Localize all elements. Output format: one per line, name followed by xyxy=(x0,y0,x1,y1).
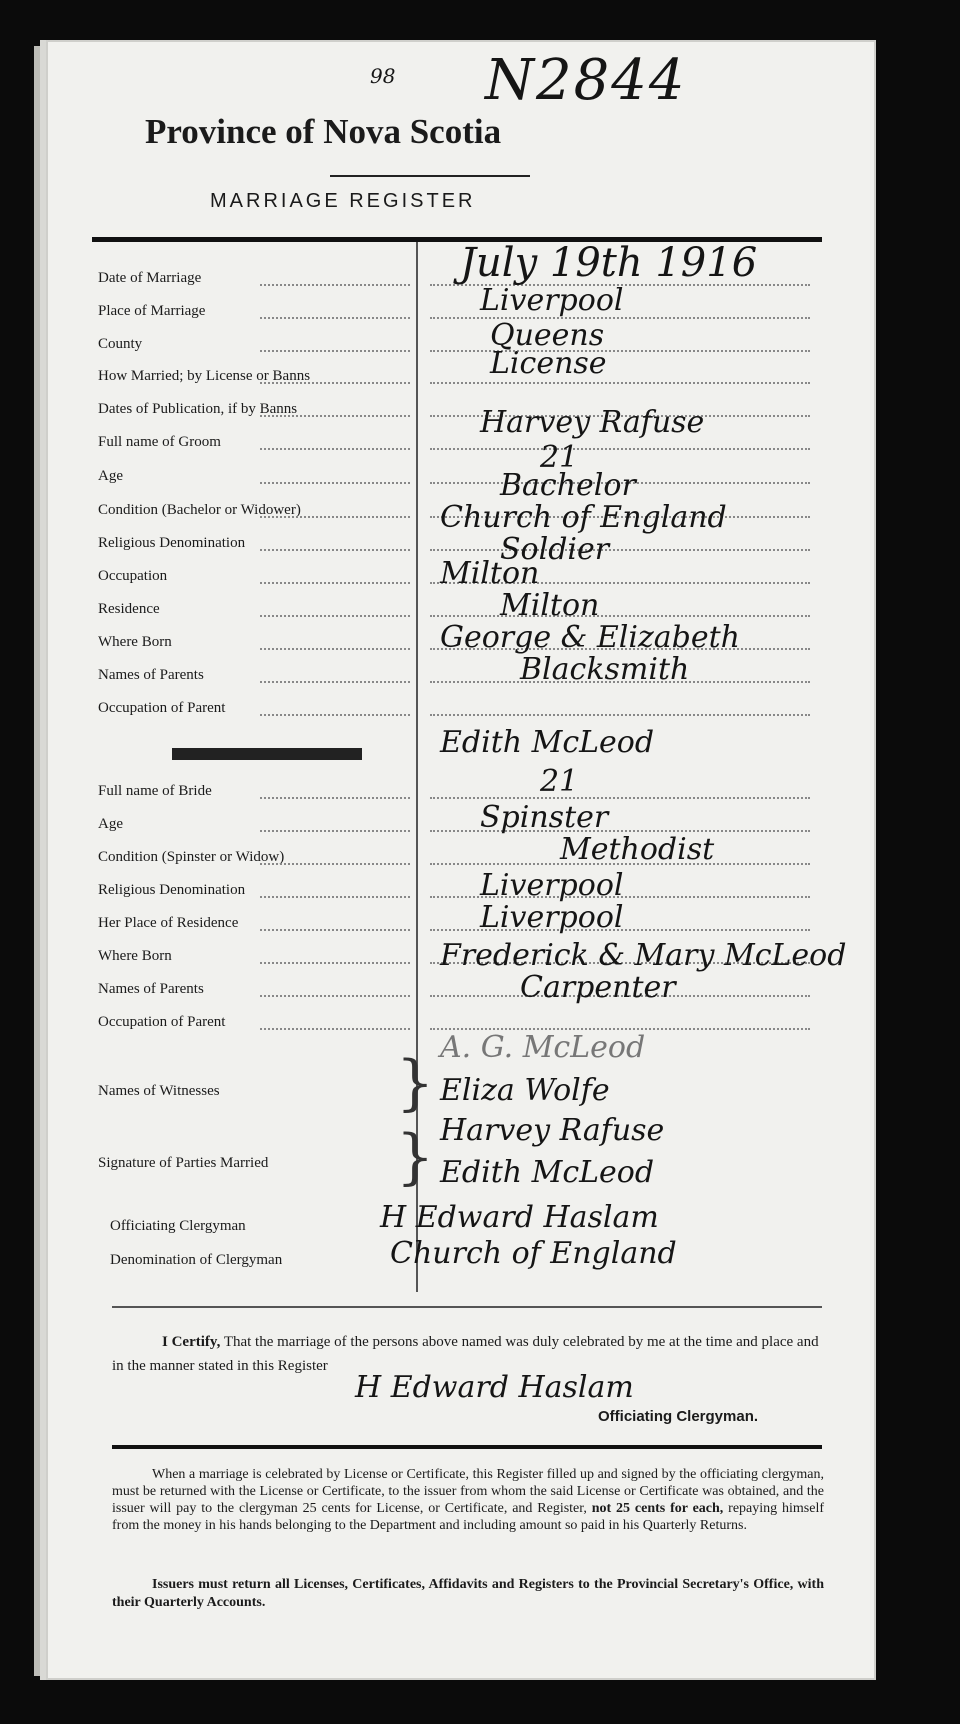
certify-signature: H Edward Haslam xyxy=(355,1370,634,1405)
label-leader-dots xyxy=(260,929,410,931)
witnesses-brace: } xyxy=(396,1048,435,1118)
field-label: Names of Parents xyxy=(98,667,204,683)
field-value: Liverpool xyxy=(480,283,624,318)
field-label: Where Born xyxy=(98,634,172,650)
value-line-dots xyxy=(430,797,810,799)
field-value: Milton xyxy=(500,588,600,623)
field-value: License xyxy=(490,346,607,381)
field-value: Carpenter xyxy=(520,970,676,1005)
witness-2-value: Eliza Wolfe xyxy=(440,1073,610,1108)
notice-text-bold: not 25 cents for each, xyxy=(591,1501,724,1516)
notice-text-a: When a marriage is celebrated by License or Certificate, this Register filled up and signed by the officiating clergyman, must be returned with the License or Certificate, to the issuer from whom the said License or Certificate was obtained, and the issuer will pay to the clergyman 25 cents for License, or Certificate, and Register, xyxy=(112,1467,824,1516)
field-label: Occupation of Parent xyxy=(98,700,226,716)
label-leader-dots xyxy=(260,549,410,551)
label-leader-dots xyxy=(260,830,410,832)
label-leader-dots xyxy=(260,482,410,484)
certificate-number: N2844 xyxy=(485,48,687,113)
field-value: Edith McLeod xyxy=(440,725,655,760)
label-leader-dots xyxy=(260,415,410,417)
field-value: Blacksmith xyxy=(520,652,690,687)
form-title: Province of Nova Scotia xyxy=(145,112,502,151)
label-leader-dots xyxy=(260,714,410,716)
label-leader-dots xyxy=(260,615,410,617)
field-value: Milton xyxy=(440,556,540,591)
stamp-number: 98 xyxy=(370,64,396,88)
field-label: Full name of Groom xyxy=(98,434,221,450)
label-leader-dots xyxy=(260,995,410,997)
clergy-denomination-label: Denomination of Clergyman xyxy=(110,1252,283,1268)
field-label: Full name of Bride xyxy=(98,783,212,799)
field-label: Names of Parents xyxy=(98,981,204,997)
label-leader-dots xyxy=(260,516,410,518)
field-label: Age xyxy=(98,468,123,484)
notice-divider xyxy=(112,1445,822,1449)
field-value: Church of England xyxy=(440,500,727,535)
field-value: Spinster xyxy=(480,800,609,835)
field-label: Place of Marriage xyxy=(98,303,206,319)
field-label: Condition (Spinster or Widow) xyxy=(98,849,285,865)
field-label: Age xyxy=(98,816,123,832)
field-value: George & Elizabeth xyxy=(440,620,740,655)
field-label: Religious Denomination xyxy=(98,882,246,898)
witnesses-label: Names of Witnesses xyxy=(98,1083,220,1099)
value-line-dots xyxy=(430,448,810,450)
label-leader-dots xyxy=(260,962,410,964)
issuers-text: Issuers must return all Licenses, Certificates, Affidavits and Registers to the Provincial Secretary's Office, with their Quarterly Accounts. xyxy=(112,1577,824,1610)
field-value: Methodist xyxy=(560,832,715,867)
witness-1-value: A. G. McLeod xyxy=(440,1030,646,1065)
label-leader-dots xyxy=(260,284,410,286)
field-label: County xyxy=(98,336,143,352)
label-leader-dots xyxy=(260,382,410,384)
field-value: Soldier xyxy=(500,532,610,567)
value-line-dots xyxy=(430,549,810,551)
field-value: Frederick & Mary McLeod xyxy=(440,938,847,973)
field-label: Residence xyxy=(98,601,160,617)
value-line-dots xyxy=(430,615,810,617)
field-value: Bachelor xyxy=(500,468,636,503)
field-label: Religious Denomination xyxy=(98,535,246,551)
value-line-dots xyxy=(430,382,810,384)
certify-lead: I Certify, xyxy=(162,1334,221,1350)
label-leader-dots xyxy=(260,896,410,898)
title-rule xyxy=(330,175,530,177)
field-value: July 19th 1916 xyxy=(460,240,758,286)
field-label: Date of Marriage xyxy=(98,270,202,286)
officiating-clergyman-value: H Edward Haslam xyxy=(380,1200,659,1235)
label-leader-dots xyxy=(260,1028,410,1030)
field-value: Queens xyxy=(490,318,605,353)
officiating-clergyman-label: Officiating Clergyman xyxy=(110,1218,246,1234)
label-leader-dots xyxy=(260,681,410,683)
label-leader-dots xyxy=(260,582,410,584)
clergy-denomination-value: Church of England xyxy=(390,1236,677,1271)
field-label: Her Place of Residence xyxy=(98,915,239,931)
field-value: 21 xyxy=(540,764,579,799)
signature-groom-value: Harvey Rafuse xyxy=(440,1113,665,1148)
field-label: Occupation of Parent xyxy=(98,1014,226,1030)
issuers-notice xyxy=(112,1576,824,1612)
signature-parties-label: Signature of Parties Married xyxy=(98,1155,269,1171)
signature-brace: } xyxy=(396,1122,435,1192)
field-label: Occupation xyxy=(98,568,168,584)
label-leader-dots xyxy=(260,317,410,319)
label-leader-dots xyxy=(260,350,410,352)
field-label: Dates of Publication, if by Banns xyxy=(98,401,298,417)
notice-text-b: repaying himself from the money in his hands belonging to the Department and including amount so paid in his Quarterly Returns. xyxy=(112,1501,825,1533)
certify-signature-label: Officiating Clergyman. xyxy=(598,1408,759,1425)
return-notice xyxy=(112,1466,824,1534)
field-value: Harvey Rafuse xyxy=(480,405,705,440)
label-leader-dots xyxy=(260,648,410,650)
certify-divider xyxy=(112,1306,822,1308)
label-leader-dots xyxy=(260,863,410,865)
field-value: Liverpool xyxy=(480,900,624,935)
field-label: How Married; by License or Banns xyxy=(98,368,311,384)
label-leader-dots xyxy=(260,448,410,450)
signature-bride-value: Edith McLeod xyxy=(440,1155,655,1190)
field-label: Condition (Bachelor or Widower) xyxy=(98,502,301,518)
label-leader-dots xyxy=(260,797,410,799)
bride-section-bar xyxy=(172,748,362,760)
certify-body: That the marriage of the persons above named was duly celebrated by me at the time and place and in the manner stated in this Register xyxy=(112,1334,819,1374)
field-value: Liverpool xyxy=(480,868,624,903)
value-line-dots xyxy=(430,714,810,716)
field-value: 21 xyxy=(540,440,579,475)
form-subtitle: MARRIAGE REGISTER xyxy=(210,190,476,212)
field-label: Where Born xyxy=(98,948,172,964)
value-line-dots xyxy=(430,350,810,352)
